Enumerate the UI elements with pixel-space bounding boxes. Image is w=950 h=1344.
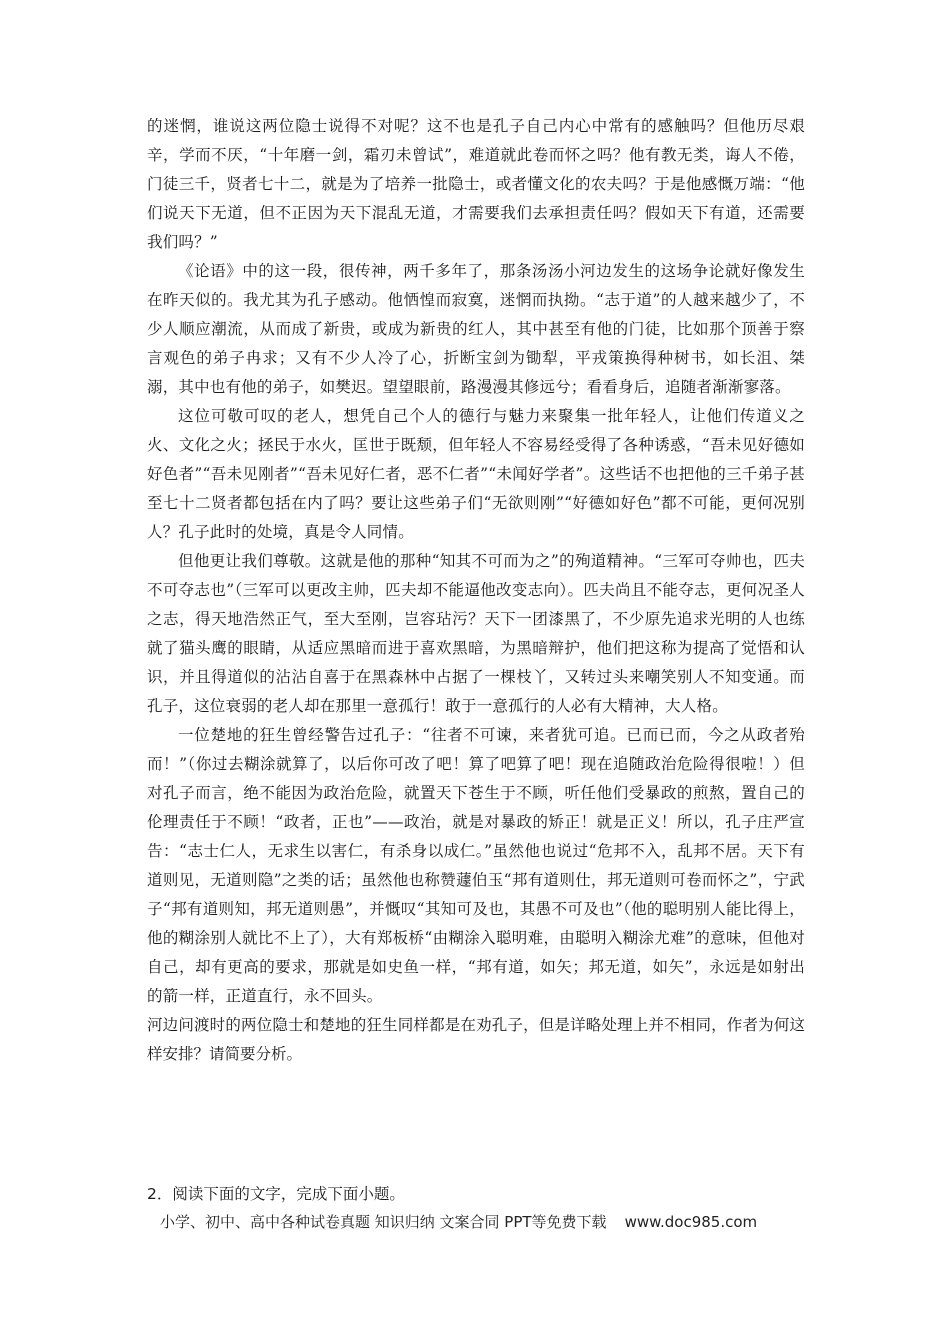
footer-url[interactable]: www.doc985.com bbox=[624, 1213, 758, 1231]
passage-body bbox=[147, 112, 805, 1069]
passage-paragraph-1: 《论语》中的这一段，很传神，两千多年了，那条汤汤小河边发生的这场争论就好像发生在昨天似的。我尤其为孔子感动。他恓惶而寂寞，迷惘而执拗。“志于道”的人越来越少了，不少人顺应潮流，从而成了新贵，或成为新贵的红人，其中甚至有他的门徒，比如那个顶善于察言观色的弟子冉求；又有不少人冷了心，折断宝剑为锄犁，平戎策换得种树书，如长沮、桀溺，其中也有他的弟子，如樊迟。望望眼前，路漫漫其修远兮；看看身后，追随者渐渐寥落。 bbox=[147, 262, 805, 396]
passage-paragraph-4: 一位楚地的狂生曾经警告过孔子：“往者不可谏，来者犹可追。已而已而，今之从政者殆而！”（你过去糊涂就算了，以后你可改了吧！算了吧算了吧！现在追随政治危险得很啦！）但对孔子而言，绝不能因为政治危险，就置天下苍生于不顾，听任他们受暴政的煎熬，置自己的伦理责任于不顾！“政者，正也”——政治，就是对暴政的矫正！就是正义！所以，孔子庄严宣告：“志士仁人，无求生以害仁，有杀身以成仁。”虽然他也说过“危邦不入，乱邦不居。天下有道则见，无道则隐”之类的话；虽然他也称赞蘧伯玉“邦有道则仕，邦无道则可卷而怀之”，宁武子“邦有道则知，邦无道则愚”，并慨叹“其知可及也，其愚不可及也”（他的聪明别人能比得上，他的糊涂别人就比不上了），大有郑板桥“由糊涂入聪明难，由聪明入糊涂尤难”的意味，但他对自己，却有更高的要求，那就是如史鱼一样，“邦有道，如矢；邦无道，如矢”，永远是如射出的箭一样，正道直行，永不回头。 bbox=[147, 726, 805, 1005]
passage-paragraph-0: 的迷惘，谁说这两位隐士说得不对呢？这不也是孔子自己内心中常有的感触吗？但他历尽艰辛，学而不厌，“十年磨一剑，霜刃未曾试”，难道就此卷而怀之吗？他有教无类，诲人不倦，门徒三千，贤者七十二，就是为了培养一批隐士，或者懂文化的农夫吗？于是他感慨万端：“他们说天下无道，但不正因为天下混乱无道，才需要我们去承担责任吗？假如天下有道，还需要我们吗？” bbox=[147, 117, 805, 251]
footer-text: 小学、初中、高中各种试卷真题 知识归纳 文案合同 PPT等免费下载 bbox=[160, 1213, 607, 1231]
section-heading: 2．阅读下面的文字，完成下面小题。 bbox=[147, 1185, 405, 1203]
page-footer bbox=[160, 1208, 820, 1237]
question-text: 河边问渡时的两位隐士和楚地的狂生同样都是在劝孔子，但是详略处理上并不相同，作者为何这样安排？请简要分析。 bbox=[147, 1016, 805, 1063]
passage-paragraph-2: 这位可敬可叹的老人，想凭自己个人的德行与魅力来聚集一批年轻人，让他们传道义之火、文化之火；拯民于水火，匡世于既颓，但年轻人不容易经受得了各种诱惑，“吾未见好德如好色者”“吾未见刚者”“吾未见好仁者，恶不仁者”“未闻好学者”。这些话不也把他的三千弟子甚至七十二贤者都包括在内了吗？要让这些弟子们“无欲则刚”“好德如好色”都不可能，更何况别人？孔子此时的处境，真是令人同情。 bbox=[147, 407, 805, 541]
passage-paragraph-3: 但他更让我们尊敬。这就是他的那种“知其不可而为之”的殉道精神。“三军可夺帅也，匹夫不可夺志也”（三军可以更改主帅，匹夫却不能逼他改变志向）。匹夫尚且不能夺志，更何况圣人之志，得天地浩然正气，至大至刚，岂容玷污？天下一团漆黑了，不少原先追求光明的人也练就了猫头鹰的眼睛，从适应黑暗而进于喜欢黑暗，为黑暗辩护，他们把这称为提高了觉悟和认识，并且得道似的沾沾自喜于在黑森林中占据了一棵枝丫，又转过头来嘲笑别人不知变通。而孔子，这位衰弱的老人却在那里一意孤行！敢于一意孤行的人必有大精神，大人格。 bbox=[147, 552, 805, 715]
